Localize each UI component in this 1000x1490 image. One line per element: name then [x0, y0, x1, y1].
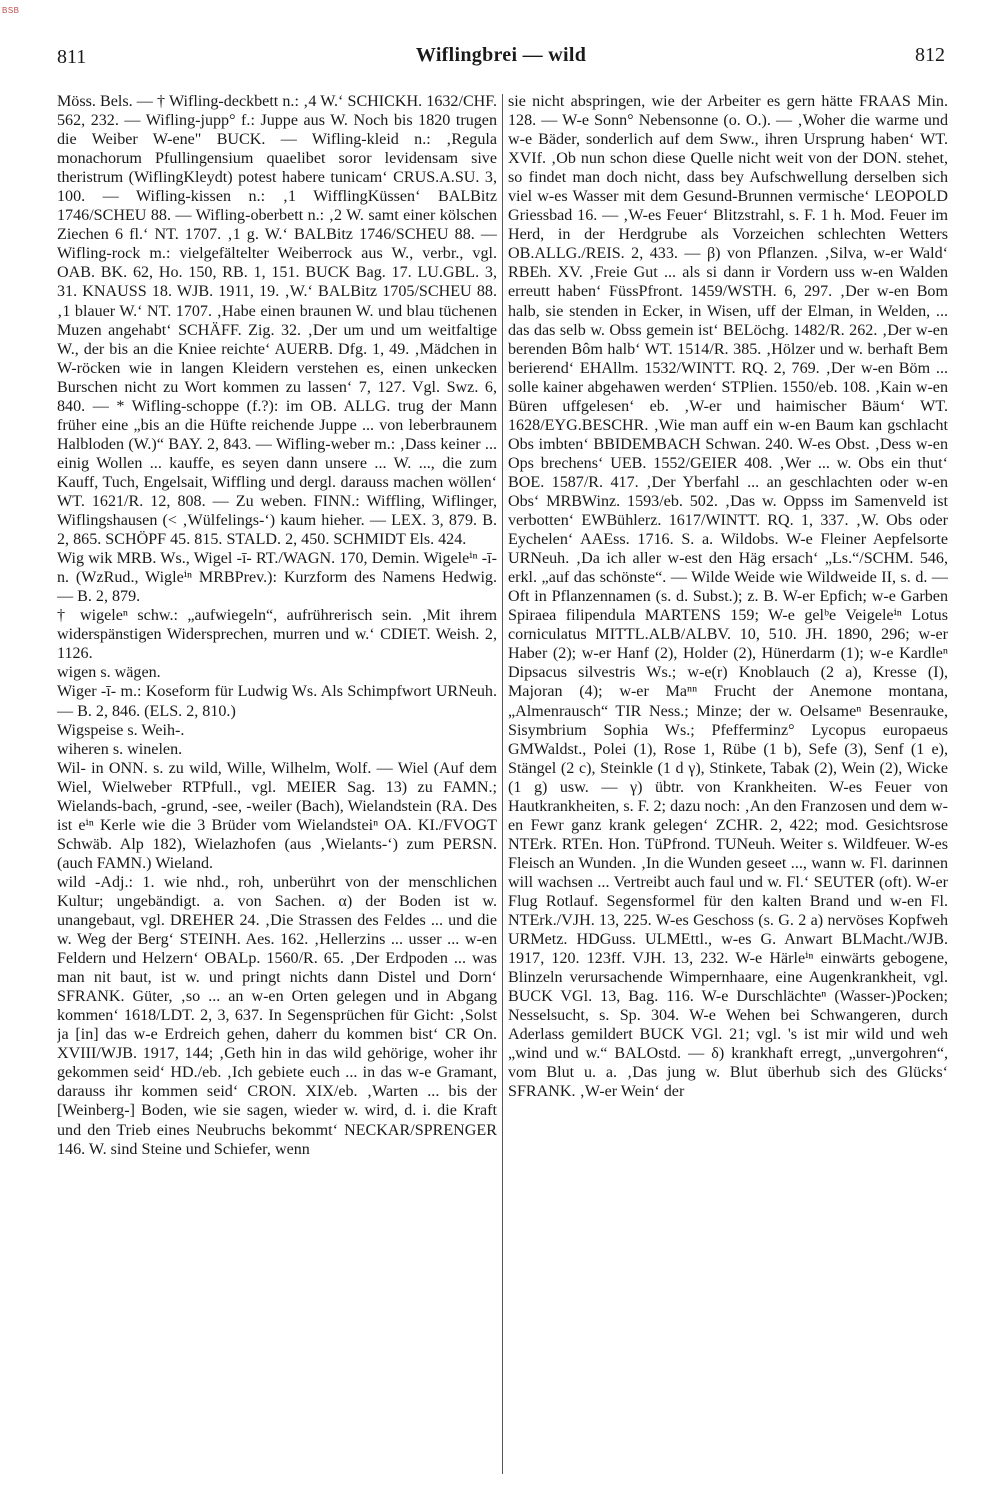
page-header	[57, 40, 945, 74]
entry-wild: wild -Adj.: 1. wie nhd., roh, unberührt von der menschlichen Kultur; ungebändigt. a. von Sachen. α) der Boden ist w. unangebaut, vgl. DREHER 24. ‚Die Strassen des Feldes ... und die w. Weg der Berg‘ STEINH. Aes. 162. ‚Hellerzins ... usser ... w-en Feldern und Helzern‘ OBALp. 1560/R. 65. ‚Der Erdpoden ... was man nit baut, ist w. und pringt nichts dann Distel und Dorn‘ SFRANK. Güter, ‚so ... an w-en Orten gelegen und in Abgang kommen‘ 1618/LDT. 2, 3, 637. In Segensprüchen für Gicht: ‚Solst ja [in] das w-e Erdreich gehen, daherr du kommen bist‘ CR On. XVIII/WJB. 1917, 144; ‚Geth hin in das wild gehörige, woher ihr gekommen seid‘ HD./eb. ‚Ich gebiete euch ... in das w-e Gramant, darauss ihr kommen seid‘ CRON. XIX/eb. ‚Warten ... bis der [Weinberg-] Boden, wie sie sagen, wieder w. wird, d. i. die Kraft und den Trieb eines Neubruchs bekommt‘ NECKAR/SPRENGER 146. W. sind Steine und Schiefer, wenn	[57, 873, 497, 1158]
entry-wild-continued: sie nicht abspringen, wie der Arbeiter es gern hätte FRAAS Min. 128. — W-e Sonn° Nebensonne (o. O.). — ‚Woher die warme und w-e Bäder, sonderlich auf dem Sww., ihren Ursprung haben‘ WT. XVIf. ‚Ob nun schon diese Quelle nicht weit von der DON. stehet, so findet man doch nicht, dass bey Aufschwellung derselben sich viel w-es Wasser mit dem Gesund-Brunnen vermische‘ LEOPOLD Griessbad 16. — ‚W-es Feuer‘ Blitzstrahl, s. F. 1 h. Mod. Feuer im Herd, in der Herdgrube als Vorzeichen schlechten Wetters OB.ALLG./REIS. 2, 433. — β) von Pflanzen. ‚Silva, w-er Wald‘ RBEh. XV. ‚Freie Gut ... als si dann ir Vordern uss w-en Walden erreutt haben‘ FüssPfront. 1459/WSTH. 6, 297. ‚Der w-en Bom halb, sie stenden in Ecker, in Wisen, uff der Elman, in Welden, ... das das selb w. Obss gemein ist‘ BELöchg. 1482/R. 262. ‚Der w-en berenden Bôm halb‘ WT. 1514/R. 385. ‚Hölzer und w. berhaft Bem berierend‘ EHAllm. 1532/WINTT. RQ. 2, 769. ‚Der w-en Böm ... solle kainer abgehawen werden‘ STPlien. 1550/eb. 108. ‚Kain w-en Büren uffgelesen‘ eb. ‚W-er und haimischer Bäum‘ WT. 1628/EYG.BESCHR. ‚Wie man auff ein w-en Baum kan gschlacht Obs imbten‘ BBIDEMBACH Schwan. 240. W-es Obst. ‚Dess w-en Ops brechens‘ UEB. 1552/GEIER 408. ‚Wer ... w. Obs ein thut‘ BOE. 1587/R. 417. ‚Der Yberfahl ... an geschlachten oder w-en Obs‘ MRBWinz. 1593/eb. 502. ‚Das w. Oppss im Samenveld ist verbotten‘ EWBühlerz. 1617/WINTT. RQ. 1, 337. ‚W. Obs oder Eychelen‘ AAEss. 1716. S. a. Wildobs. W-e Fleiner Aepfelsorte URNeuh. ‚Da ich aller w-est den Häg ersach‘ „Ls.“/SCHM. 546, erkl. „auf das schönste“. — Wilde Weide wie Wildweide II, s. d. — Oft in Pflanzennamen (s. d. Subst.); z. B. W-er Epfich; w-e Garben Spiraea filipendula MARTENS 159; W-e gelᵇe Veigeleⁱⁿ Lotus corniculatus MITTL.ALB/ALBV. 10, 510. JH. 1890, 296; w-er Haber (2); w-er Hanf (2), Holder (2), Hünerdarm (1); w-e Kardleⁿ Dipsacus silvestris Ws.; w-e(r) Knoblauch (2 a), Kresse (I), Majoran (4); w-er Maⁿⁿ Frucht der Anemone montana, „Almenrausch“ TIR Ness.; Minze; der w. Oelsameⁿ Besenrauke, Sisymbrium Sophia Ws.; Pfefferminz° Lycopus europaeus GMWaldst., Polei (1), Rose 1, Rübe (1 b), Sefe (3), Senf (1 e), Stängel (2 c), Steinkle (1 d γ), Stinkete, Tabak (2), Wein (2), Wicke (1 g) usw. — γ) übtr. von Krankheiten. W-es Feuer von Hautkrankheiten, s. F. 2; dazu noch: ‚An den Franzosen und dem w-en Fewr ganz krank gelegen‘ ZCHR. 2, 422; mod. Gesichtsrose NTErk. RTEn. Hon. TüPfrond. TUNeuh. Weiter s. Wildfeuer. W-es Fleisch an Wunden. ‚In die Wunden geseet ..., wann w. Fl. darinnen will wachsen ... Vertreibt auch faul und w. Fl.‘ SEUTER (oft). W-er Flug Rotlauf. Segensformel für den kalten Brand und w-en Fl. NTErk./VJH. 13, 225. W-es Geschoss (s. G. 2 a) nervöses Kopfweh URMetz. HDGuss. ULMEttl., w-es G. Anwart BLMacht./WJB. 1917, 120. 123ff. VJH. 13, 232. W-e Härleⁱⁿ einwärts gebogene, Blinzeln verursachende Wimpernhaare, eine Augenkrankheit, vgl. BUCK VGl. 13, Bag. 116. W-e Durschlächteⁿ (Wasser-)Pocken; Nesselsucht, s. Sp. 304. W-e Wehen bei Schwangeren, durch Aderlass gemildert BUCK VGl. 21; vgl. 's ist mir wild und weh „wind und w.“ BALOstd. — δ) krankhaft erregt, „unvergohren“, vom Blut u. a. ‚Das jung w. Blut überhub sich des Glücks‘ SFRANK. ‚W-er Wein‘ der	[508, 93, 948, 1101]
page-number-right: 812	[915, 44, 945, 66]
entry-wifling-compounds: Möss. Bels. — † Wifling-deckbett n.: ‚4 W.‘ SCHICKH. 1632/CHF. 562, 232. — Wifling-jupp° f.: Juppe aus W. Noch bis 1820 trugen die Weiber W-ene" BUCK. — Wifling-kleid n.: ‚Regula monachorum Pfullingensium quaelibet soror levidensam sive theristrum (WiflingKleydt) potest habere tunicam‘ CRUS.A.SU. 3, 100. — Wifling-kissen n.: ‚1 WifflingKüssen‘ BALBitz 1746/SCHEU 88. — Wifling-oberbett n.: ‚2 W. samt einer kölschen Ziechen 6 fl.‘ NT. 1707. ‚1 g. W.‘ BALBitz 1746/SCHEU 88. — Wifling-rock m.: vielgefältelter Weiberrock aus W., verbr., vgl. OAB. BK. 62, Ho. 150, RB. 1, 151. BUCK Bag. 17. LU.GBL. 3, 31. KNAUSS 18. WJB. 1911, 19. ‚W.‘ BALBitz 1705/SCHEU 88. ‚1 blauer W.‘ NT. 1707. ‚Habe einen braunen W. und blau tüchenen Muzen angehabt‘ SCHÄFF. Zig. 32. ‚Der um und um weitfaltige W., der bis an die Kniee reichte‘ AUERB. Dfg. 1, 49. ‚Mädchen in W-röcken wie in langen Kleidern verstehen es, einen unkecken Burschen nicht zu Wort kommen zu lassen‘ 7, 127. Vgl. Swz. 6, 840. — * Wifling-schoppe (f.?): im OB. ALLG. trug der Mann früher eine „bis an die Hüfte reichende Juppe ... von leberbraunem Halbloden (W.)“ BAY. 2, 843. — Wifling-weber m.: ‚Dass keiner ... einig Wollen ... kauffe, es seyen dann unsere ... W. ..., die zum Kauff, Tuch, Engelsait, Wiffling und dergl. darauss machen wöllen‘ WT. 1621/R. 12, 808. — Zu weben. FINN.: Wiffling, Wiflinger, Wiflingshausen (< ‚Wülfelings-‘) kaum hieher. — LEX. 3, 879. B. 2, 865. SCHÖPF 45. 815. STALD. 2, 450. SCHMIDT Els. 424.	[57, 93, 497, 549]
left-column	[57, 92, 497, 1477]
entry-wiger: Wiger -ī- m.: Koseform für Ludwig Ws. Als Schimpfwort URNeuh. — B. 2, 846. (ELS. 2, 810.)	[57, 683, 497, 720]
running-title: Wiflingbrei — wild	[415, 44, 587, 66]
page-number-left: 811	[57, 46, 87, 68]
column-divider	[502, 94, 503, 1474]
library-stamp: BSB	[2, 6, 20, 15]
entry-wiheren: wiheren s. winelen.	[57, 740, 183, 758]
entry-wig: Wig wik MRB. Ws., Wigel -ī- RT./WAGN. 170, Demin. Wigeleⁱⁿ -ī- n. (WzRud., Wigleⁱⁿ MRBPrev.): Kurzform des Namens Hedwig. — B. 2, 879.	[57, 550, 497, 606]
entry-wigen: wigen s. wägen.	[57, 664, 161, 682]
entry-wigelen: † wigeleⁿ schw.: „aufwiegeln“, aufrührerisch sein. ‚Mit ihrem widerspänstigen Widersprechen, murren und w.‘ CDIET. Weish. 2, 1126.	[57, 607, 497, 663]
entry-wigspeise: Wigspeise s. Weih-.	[57, 721, 185, 739]
entry-wil-onn: Wil- in ONN. s. zu wild, Wille, Wilhelm, Wolf. — Wiel (Auf dem Wiel, Wielweber RTPfull., vgl. MEIER Sag. 13) zu FAMN.; Wielands-bach, -grund, -see, -weiler (Bach), Wielandstein (RA. Des ist eⁱⁿ Kerle wie die 3 Brüder vom Wielandsteiⁿ OA. KI./FVOGT Schwäb. Alp 182), Wielazhofen (aus ‚Wielants-‘) zum PERSN. (auch FAMN.) Wieland.	[57, 759, 497, 872]
right-column	[508, 92, 948, 1477]
